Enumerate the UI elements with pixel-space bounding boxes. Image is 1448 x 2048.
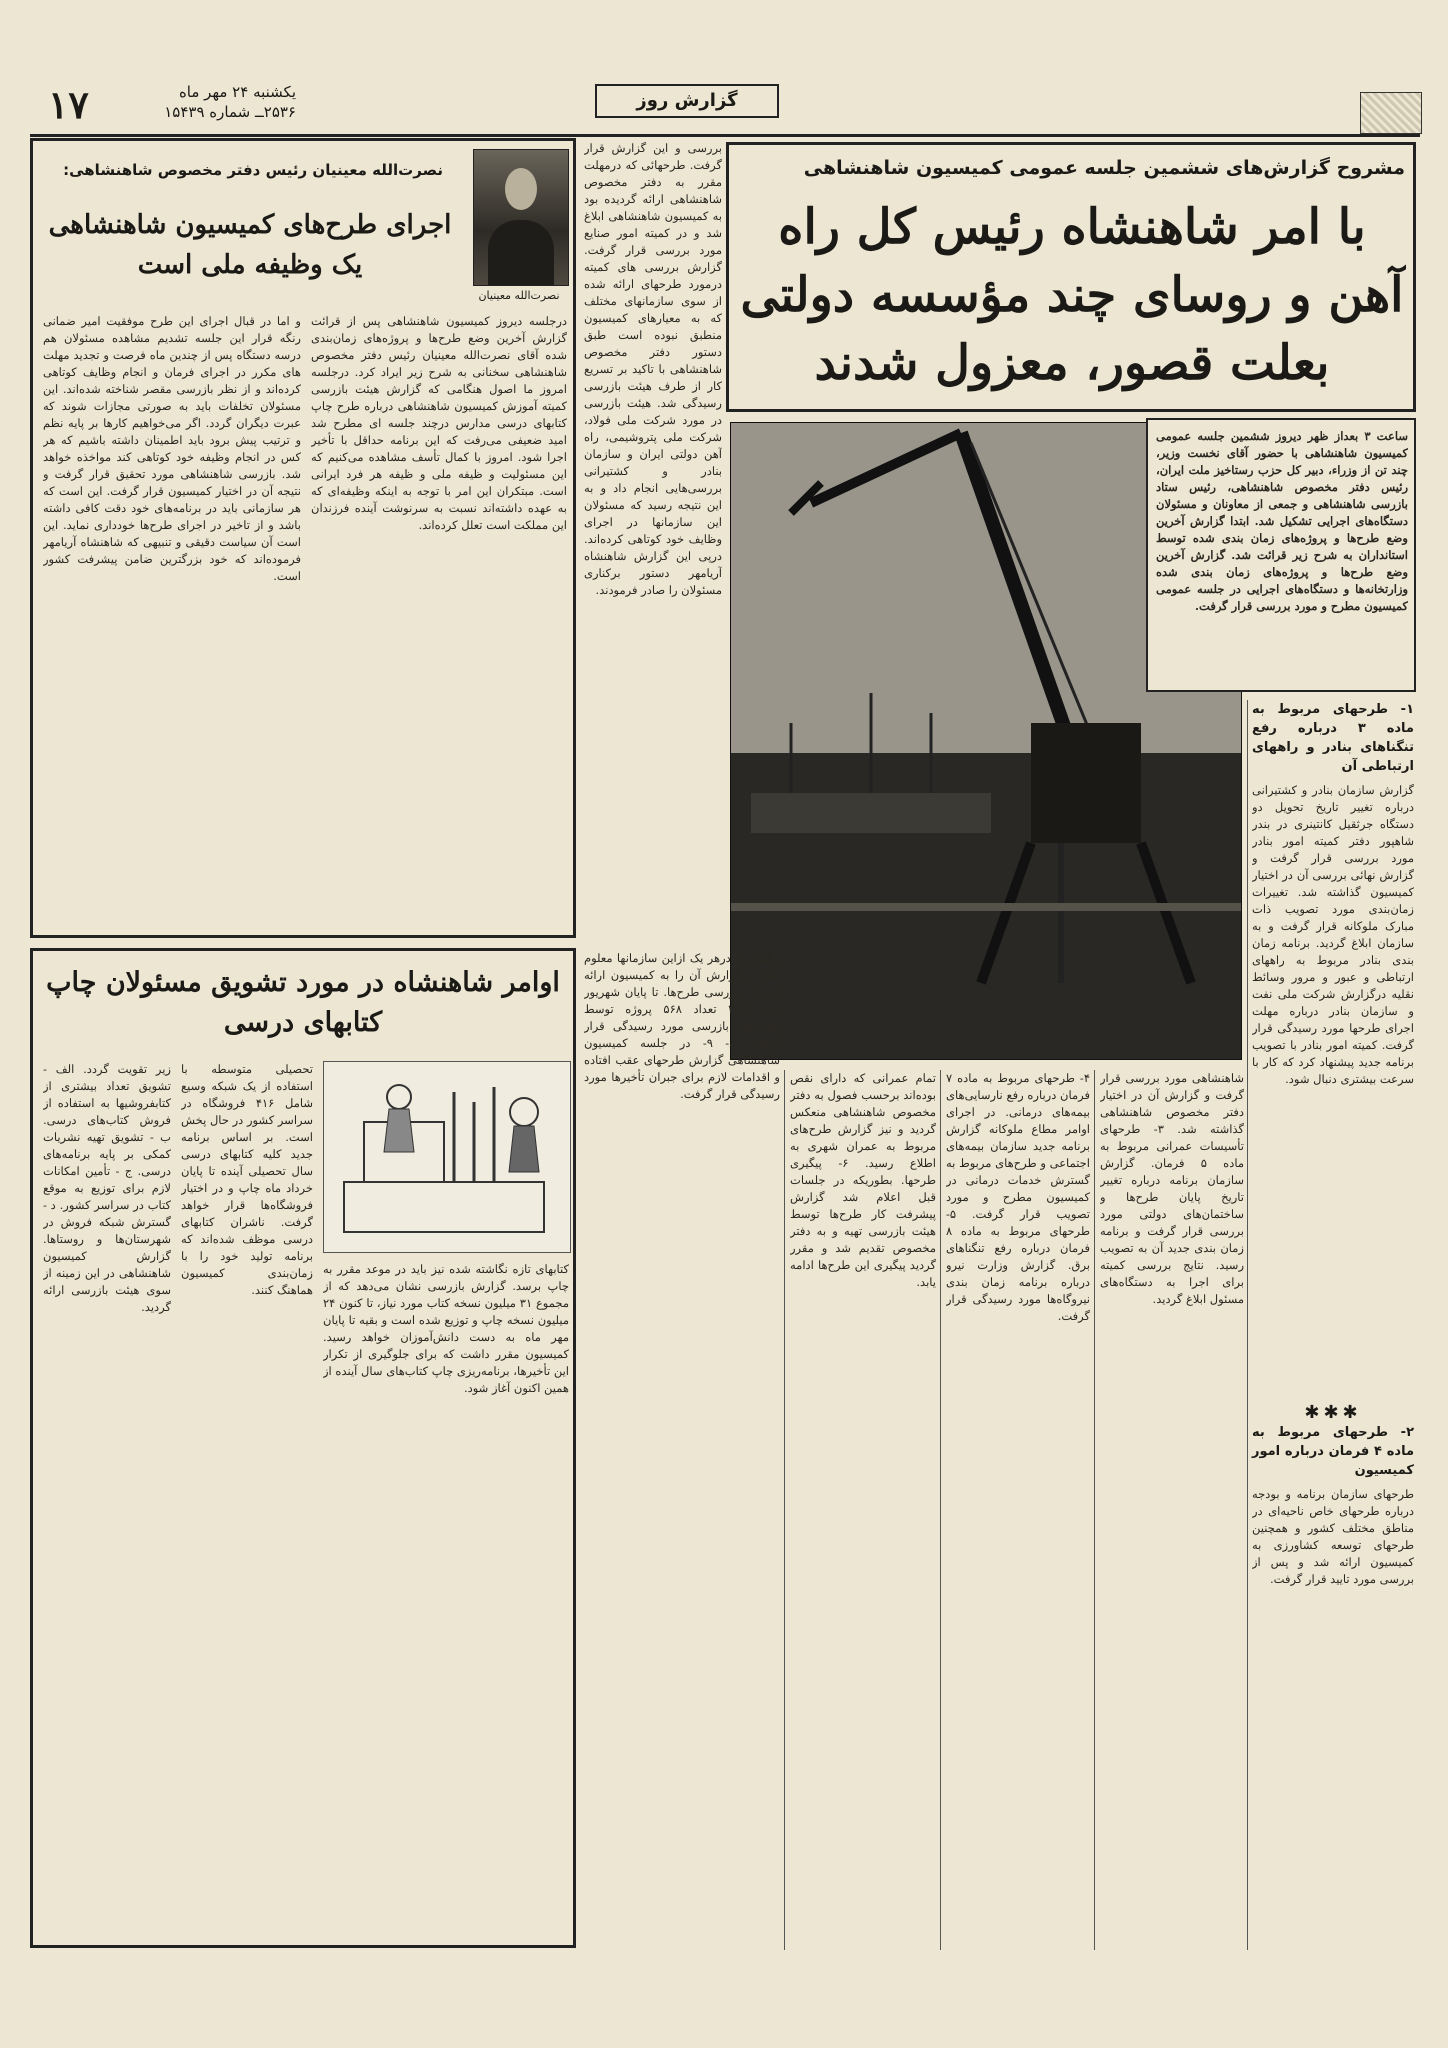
- main-story-strip-column: بررسی و این گزارش قرار گرفت. طرحهائی که درمهلت مقرر به دفتر مخصوص شاهنشاهی ارائه گردیده بود به کمیسیون شاهنشاهی ابلاغ شد و در کمیته امور صنایع مورد بررسی قرار گرفت. گزارش بررسی های کمیته درمورد طرحهای ارائه شده از سوی سازمانهای مختلف که به معیارهای کمیسیون منطبق نبوده است طبق دستور دفتر مخصوص شاهنشاهی با تاکید بر تسریع کار از طرف هیئت بازرسی رسیدگی شد. هیئت بازرسی در مورد شرکت ملی فولاد، شرکت ملی پتروشیمی، راه آهن دولتی ایران و سازمان بنادر و کشتیرانی بررسی‌هایی انجام داد و به این نتیجه رسید که مسئولان این سازمانها در اجرای وظایف خود کوتاهی کرده‌اند. درپی این گزارش شاهنشاه آریامهر دستور برکناری مسئولان را صادر فرمودند.: [584, 141, 722, 597]
- section-heading-1: ۱- طرحهای مربوط به ماده ۳ درباره رفع تنگناهای بنادر و راههای ارتباطی آن: [1252, 702, 1414, 774]
- interview-title: اجرای طرح‌های کمیسیون شاهنشاهی یک وظیفه ملی است: [48, 210, 452, 280]
- portrait-photo: [473, 149, 569, 286]
- page-number: ۱۷: [48, 82, 89, 127]
- printing-press-illustration: [323, 1061, 571, 1253]
- page-header: [30, 72, 1420, 137]
- printing-press-drawing: [324, 1062, 570, 1252]
- interview-article: [30, 138, 576, 938]
- textbooks-title: اوامر شاهنشاه در مورد تشویق مسئولان چاپ کتابهای درسی: [46, 967, 560, 1038]
- main-bottom-column-4: پیگیری را درهر یک ازاین سازمانها معلوم نماید و گزارش آن را به کمیسیون ارائه کند. ۷- بازرسی طرح‌ها. تا پایان شهریور ماه ۲۵۳۶ تعداد ۵۶۸ پروژه توسط هیئت‌های بازرسی مورد رسیدگی قرار گرفت. ۸- ۹- در جلسه کمیسیون شاهنشاهی گزارش طرحهای عقب افتاده و اقدامات لازم برای جبران تأخیرها مورد رسیدگی قرار گرفت.: [584, 951, 780, 1101]
- right-column: [1252, 700, 1414, 1950]
- section-heading-2: ۲- طرحهای مربوط به ماده ۴ فرمان درباره امور کمیسیون: [1252, 1425, 1414, 1478]
- column-divider: [1247, 700, 1248, 1950]
- main-headline: با امر شاهنشاه رئیس کل راه آهن و روسای چند مؤسسه دولتی بعلت قصور، معزول شدند: [740, 199, 1404, 391]
- lede-box: [1146, 418, 1416, 692]
- interview-column-left: و اما در قبال اجرای این طرح موفقیت امیر ضمانی رنگه قرار این جلسه تشدیم مشاهده مسئولان هم درسه دستگاه پس از چندین ماه فرصت و تجدید مهلت های مکرر در اجرای فرمان و انجام وظایف کوتاهی کرده‌اند و از نظر بازرسی مقصر شناخته شده‌اند. این مسئولان تخلفات باید به صورتی مجازات شوند که عبرت دیگران گردد. اگر می‌خواهیم کارها بر پایه نظم و ترتیب پیش برود باید اطمینان داشته باشیم که هر کس در انجام وظیفه خود کوتاهی کند مواخذه خواهد شد. بازرسی شاهنشاهی مورد تحقیق قرار گرفت و نتیجه آن در اختیار کمیسیون قرار گرفت. این است که هر سازمانی باید در برنامه‌های خود دقت کافی داشته باشد و از تاخیر در اجرای طرح‌ها خودداری نماید. این است آن سیاست دقیقی و تنبیهی که شاهنشاه آریامهر فرموده‌اند که خود بزرگترین ضامن پیشرفت کشور است.: [43, 314, 301, 583]
- textbooks-article: [30, 948, 576, 1948]
- separator-stars: ✱✱✱: [1304, 1402, 1362, 1423]
- textbooks-column-left: زیر تقویت گردد. الف - تشویق تعداد بیشتری از کتابفروشیها به استفاده از فروش کتاب‌های درسی. ب - تشویق تهیه نشریات کمکی بر پایه برنامه‌های درسی. ج - تأمین امکانات لازم برای توزیع به موقع کتاب در سراسر کشور. د - گسترش شبکه فروش در شهرستان‌ها و روستاها. گزارش کمیسیون شاهنشاهی در این زمینه از سوی هیئت بازرسی ارائه گردید.: [43, 1062, 171, 1314]
- column-divider: [784, 1070, 785, 1950]
- portrait-face: [505, 168, 537, 210]
- main-kicker: مشروح گزارش‌های ششمین جلسه عمومی کمیسیون شاهنشاهی: [803, 157, 1405, 179]
- textbooks-column-middle: تحصیلی متوسطه با استفاده از یک شبکه وسیع شامل ۴۱۶ فروشگاه در سراسر کشور در حال پخش است. بر اساس برنامه جدید کلیه کتابهای درسی سال تحصیلی آینده تا پایان خرداد ماه چاپ و در اختیار فروشگاه‌ها قرار خواهد گرفت. ناشران کتابهای درسی موظف شده‌اند که برنامه تولید خود را با زمان‌بندی کمیسیون هماهنگ کنند.: [181, 1062, 313, 1297]
- date-line: یکشنبه ۲۴ مهر ماه: [178, 83, 296, 101]
- textbooks-column-right: کتابهای تازه نگاشته شده نیز باید در موعد مقرر به چاپ برسد. گزارش بازرسی نشان می‌دهد که از مجموع ۳۱ میلیون نسخه کتاب مورد نیاز، تا کنون ۲۴ میلیون نسخه چاپ و توزیع شده است و بقیه تا پایان مهر ماه به دست دانش‌آموزان خواهد رسید. کمیسیون مقرر داشت که برای جلوگیری از تکرار این تأخیرها، برنامه‌ریزی چاپ کتاب‌های سال آینده از همین اکنون آغاز شود.: [323, 1262, 569, 1395]
- column-divider: [940, 1070, 941, 1950]
- portrait-suit: [488, 220, 554, 285]
- portrait-caption: نصرت‌الله معینیان: [478, 289, 560, 302]
- main-bottom-column-1: شاهنشاهی مورد بررسی قرار گرفت و گزارش آن در اختیار دفتر مخصوص شاهنشاهی گذاشته شد. ۳- طرحهای تأسیسات عمرانی مربوط به ماده ۵ فرمان. گزارش سازمان برنامه درباره تغییر تاریخ پایان طرح‌ها و ساختمان‌های دولتی مورد بررسی قرار گرفت و برنامه زمان بندی جدید آن به تصویب رسید. نتایج بررسی کمیته برای اجرا به دستگاه‌های مسئول ابلاغ گردید.: [1100, 1071, 1244, 1306]
- section-text-2: طرحهای سازمان برنامه و بودجه درباره طرحهای خاص ناحیه‌ای در مناطق مختلف کشور و همچنین طرحهای توسعه کشاورزی به کمیسیون ارائه شد و پس از بررسی مورد تایید قرار گرفت.: [1252, 1487, 1414, 1586]
- column-divider: [1094, 1070, 1095, 1950]
- interview-byline: نصرت‌الله معینیان رئیس دفتر مخصوص شاهنشاهی:: [63, 161, 443, 179]
- newspaper-logo-icon: [1360, 92, 1422, 134]
- main-bottom-column-3: تمام عمرانی که دارای نقص بوده‌اند برحسب فصول به دفتر مخصوص شاهنشاهی منعکس گردید و نیز گزارش طرح‌های مربوط به عمران شهری به اطلاع رسید. ۶- پیگیری طرحها. بطوریکه در جلسات قبل اعلام شد گزارش پیشرفت کار طرح‌ها توسط هیئت بازرسی تهیه و به دفتر مخصوص تقدیم شد و مقرر گردید پیگیری این طرح‌ها ادامه یابد.: [790, 1071, 936, 1289]
- main-bottom-column-2: ۴- طرحهای مربوط به ماده ۷ فرمان درباره رفع نارسایی‌های بیمه‌های درمانی. در اجرای اوامر مطاع ملوکانه گزارش برنامه جدید سازمان بیمه‌های اجتماعی و طرح‌های مربوط به گسترش خدمات درمانی در کمیسیون مطرح و مورد تصویب قرار گرفت. ۵- طرحهای مربوط به ماده ۸ فرمان درباره رفع تنگناهای برق. گزارش وزارت نیرو درباره برنامه زمان بندی نیروگاه‌ها مورد رسیدگی قرار گرفت.: [946, 1071, 1090, 1323]
- lede-text: ساعت ۳ بعداز ظهر دیروز ششمین جلسه عمومی کمیسیون شاهنشاهی با حضور آقای نخست وزیر، چند تن از وزراء، دبیر کل حزب رستاخیز ملت ایران، رئیس دفتر مخصوص شاهنشاهی، رئیس ستاد بازرسی شاهنشاهی و جمعی از معاونان و مسئولان دستگاه‌های اجرایی تشکیل شد. ابتدا گزارش آخرین وضع طرح‌ها و پروژه‌های زمان بندی شده توسط استانداران به شرح زیر قرائت شد. گزارش آخرین وضع طرح‌ها و پروژه‌های زمان بندی شده وزارتخانه‌ها و دستگاه‌های اجرایی در جلسه عمومی کمیسیون مطرح و مورد بررسی قرار گرفت.: [1156, 429, 1408, 613]
- issue-line: ۲۵۳۶ــ شماره ۱۵۴۳۹: [164, 103, 296, 121]
- main-headline-box: [726, 142, 1416, 412]
- section-label: گزارش روز: [595, 84, 779, 118]
- interview-column-right: درجلسه دیروز کمیسیون شاهنشاهی پس از قرائت گزارش آخرین وضع طرح‌ها و پروژه‌های زمان‌بندی شده آقای نصرت‌الله معینیان رئیس دفتر مخصوص شاهنشاهی سخنانی به شرح زیر ایراد کرد. درجلسه امروز ما اصول هنگامی که گزارش هیئت بازرسی کمیته آموزش کمیسیون شاهنشاهی درباره طرح چاپ کتابهای درسی مدارس درچند جلسه ای مطرح شد امید ضعیفی می‌رفت که این برنامه حداقل با تأخیر اجرا شود. امروز با کمال تأسف مشاهده می‌کنیم که این مسئولیت و ظیفه ملی و ظیفه هر فرد ایرانی است. مبتکران این امر با توجه به اینکه وظیفه‌ای که به عهده داشته‌اند نسبت به سرنوشت آینده فرزندان این مملکت است تعلل کرده‌اند.: [311, 314, 567, 532]
- date-block: [116, 82, 296, 122]
- section-text-1: گزارش سازمان بنادر و کشتیرانی درباره تغییر تاریخ تحویل دو دستگاه جرثقیل کانتینری در بندر شاهپور دفتر کمیته امور بنادر مورد بررسی قرار گرفت و گزارش نهائی بررسی آن در اختیار کمیسیون گذاشته شد. تغییرات زمان‌بندی مورد تصویب ذات مبارک ملوکانه قرار گرفت و به سازمان ابلاغ گردید. برنامه زمان بندی بنادر مربوط به راههای ارتباطی و عبور و مرور وسائط نقلیه درگزارش شرکت ملی نفت و سازمان بنادر درباره مهلت اجرای طرحها مورد رسیدگی قرار گرفت. کمیته امور بنادر با تصویب برنامه جدید پیشنهاد کرد که کار با سرعت بیشتری دنبال شود.: [1252, 783, 1414, 1086]
